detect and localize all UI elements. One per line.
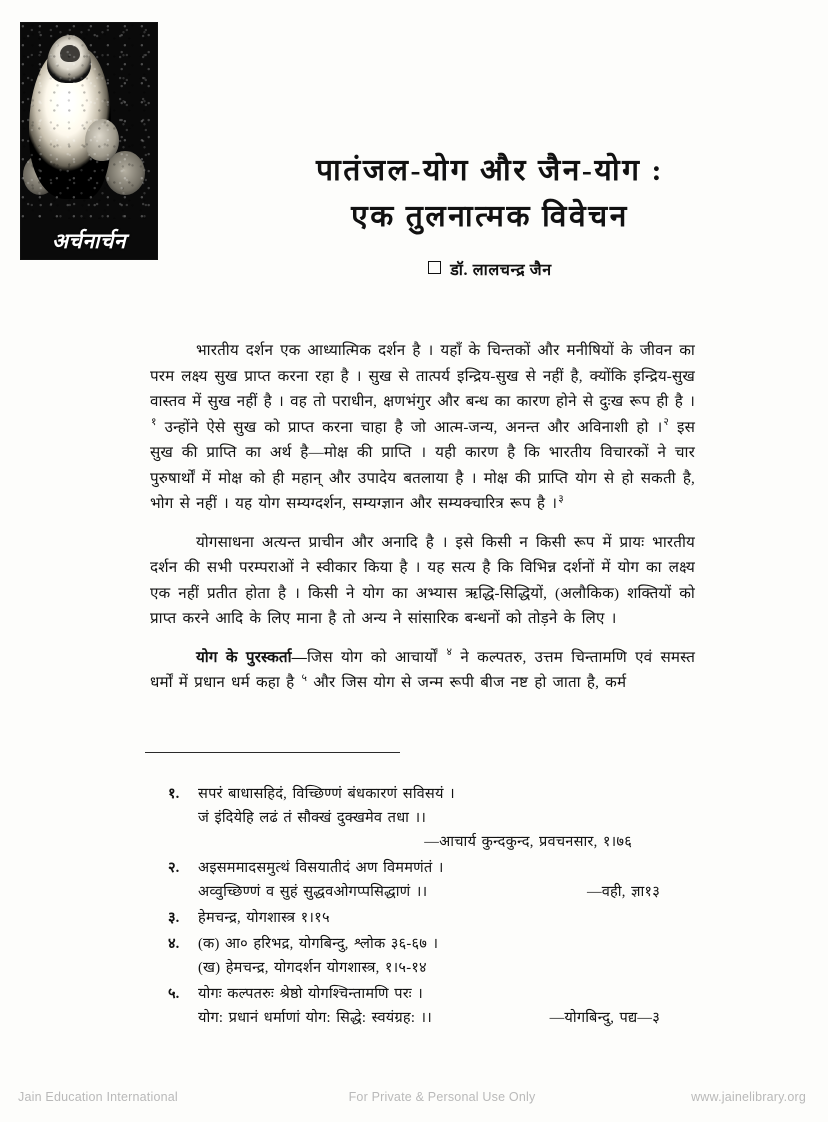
paragraph-3-segment-b: ने कल्पतरु, उत्तम चिन्तामणि एवं समस्त धर्मों में प्रधान धर्म कहा है	[150, 648, 696, 691]
page-footer	[0, 1088, 828, 1106]
footnote-number-3: ३.	[168, 910, 180, 926]
footnote-2-line-1: अइसममादसमुत्थं विसयातीदं अण विममणंतं ।	[198, 860, 444, 876]
seated-monk-photo	[21, 23, 157, 219]
footnote-number-4: ४.	[168, 936, 180, 952]
paragraph-1-segment-b: उन्होंने ऐसे सुख को प्राप्त करना चाहा है जो आत्म-जन्य, अनन्त और अविनाशी हो ।	[164, 418, 663, 436]
footnote-5-verse: योग: प्रधानं धर्माणां योग: सिद्धे: स्वयंग्रह: ।।	[198, 1010, 433, 1026]
title-line-1: पातंजल-योग और जैन-योग :	[316, 154, 664, 187]
footer-organization: Jain Education International	[18, 1090, 178, 1104]
footnote-body-3	[198, 906, 728, 930]
footnote-3-line-1: हेमचन्द्र, योगशास्त्र १।१५	[198, 910, 330, 926]
title-line-2: एक तुलनात्मक विवेचन	[351, 199, 629, 233]
article-title	[175, 148, 805, 239]
footnote-2-source: —वही, ज्ञा१३	[586, 884, 660, 900]
paragraph-3-segment-c: और जिस योग से जन्म रूपी बीज नष्ट हो जाता है, कर्म	[313, 674, 627, 691]
footnote-marker-5: ५	[301, 672, 308, 684]
footnote-item-3	[168, 906, 728, 930]
footnote-marker-3: ३	[558, 493, 564, 505]
paragraph-3-lead: योग के पुरस्कर्ता—	[196, 648, 307, 666]
footnote-marker-1: १	[151, 417, 157, 429]
paragraph-1	[150, 338, 695, 517]
footer-right	[566, 1088, 828, 1106]
square-bullet-icon	[428, 261, 441, 274]
footnote-marker-2: २	[663, 417, 670, 429]
footnote-item-4	[168, 932, 728, 980]
paragraph-1-segment-c: इस सुख की प्राप्ति का अर्थ है—मोक्ष की प्राप्ति । यही कारण है कि भारतीय विचारकों ने चार पुरुषार्थों में मोक्ष को ही महान् और उपादेय बतलाया है । मोक्ष की प्राप्ति योग से हो सकती है, भोग से नहीं । यह योग सम्यग्दर्शन, सम्यग्ज्ञान और सम्यक्चारित्र रूप है ।	[150, 418, 695, 512]
footer-center	[318, 1088, 566, 1106]
footer-usage-notice: For Private & Personal Use Only	[348, 1090, 536, 1104]
paragraph-3	[150, 645, 695, 696]
footnote-body-4	[198, 932, 728, 980]
monk-lap-shape	[25, 163, 147, 209]
footnote-body-1	[198, 782, 728, 854]
paragraph-3-segment-a: जिस योग को आचार्यों	[307, 648, 438, 666]
paragraph-2: योगसाधना अत्यन्त प्राचीन और अनादि है । इसे किसी न किसी रूप में प्रायः भारतीय दर्शन की सभी परम्पराओं ने स्वीकार किया है । यह सत्य है कि विभिन्न दर्शनों में योग का लक्ष्य एक नहीं प्रतीत होता है । किसी ने योग का अभ्यास ऋद्धि-सिद्धियों, (अलौकिक) शक्तियों को प्राप्त करने आदि के लिए माना है तो अन्य ने सांसारिक बन्धनों को तोड़ने के लिए ।	[150, 533, 695, 627]
footnote-4-line-1: (क) आ० हरिभद्र, योगबिन्दु, श्लोक ३६-६७ ।	[198, 936, 439, 952]
footnote-item-1	[168, 782, 728, 854]
byline	[175, 258, 805, 280]
footnote-number-2: २.	[168, 860, 180, 876]
masthead-caption: अर्चनार्चन	[52, 229, 126, 253]
footnote-separator-rule	[145, 752, 400, 753]
body-column	[150, 338, 695, 709]
footnote-5-line-2	[198, 1006, 728, 1030]
monk-shoulder-shape	[85, 119, 119, 161]
footnote-1-line-1: सपरं बाधासहिदं, विच्छिण्णं बंधकारणं सविसयं ।	[198, 786, 455, 802]
footer-website-url[interactable]: www.jainelibrary.org	[691, 1090, 806, 1104]
footnote-item-5	[168, 982, 728, 1030]
footer-left	[0, 1088, 318, 1106]
footnote-5-line-1: योगः कल्पतरुः श्रेष्ठो योगश्चिन्तामणि परः ।	[198, 986, 424, 1002]
footnote-1-line-2: जं इंदियेहि लढं तं सौक्खं दुक्खमेव तधा ।।	[198, 810, 427, 826]
footnote-number-1: १.	[168, 786, 180, 802]
footnote-5-source: —योगबिन्दु, पद्य—३	[549, 1010, 660, 1026]
author-name: डॉ. लालचन्द्र जैन	[450, 262, 552, 279]
footnote-number-5: ५.	[168, 986, 180, 1002]
monk-face-shape	[60, 45, 80, 62]
footnote-2-verse: अव्वुच्छिण्णं व सुहं सुद्धवओगप्पसिद्धाणं ।।	[198, 884, 428, 900]
footnote-4-line-2: (ख) हेमचन्द्र, योगदर्शन योगशास्त्र, १।५-१४	[198, 960, 427, 976]
footnote-list	[168, 782, 728, 1032]
paragraph-1-segment-a: भारतीय दर्शन एक आध्यात्मिक दर्शन है । यहाँ के चिन्तकों और मनीषियों के जीवन का परम लक्ष्य सुख प्राप्त करना रहा है । सुख से तात्पर्य इन्द्रिय-सुख से नहीं है, क्योंकि इन्द्रिय-सुख वास्तव में सुख नहीं है । वह तो पराधीन, क्षणभंगुर और बन्ध का कारण होने से दुःख रूप ही है ।	[150, 342, 695, 410]
footnote-item-2	[168, 856, 728, 904]
footnote-1-source: —आचार्य कुन्दकुन्द, प्रवचनसार, १।७६	[424, 834, 632, 850]
footnote-marker-4: ४	[446, 647, 453, 659]
footnote-body-2	[198, 856, 728, 904]
footnote-body-5	[198, 982, 728, 1030]
masthead-photo-block	[20, 22, 158, 260]
footnote-2-line-2	[198, 880, 728, 904]
